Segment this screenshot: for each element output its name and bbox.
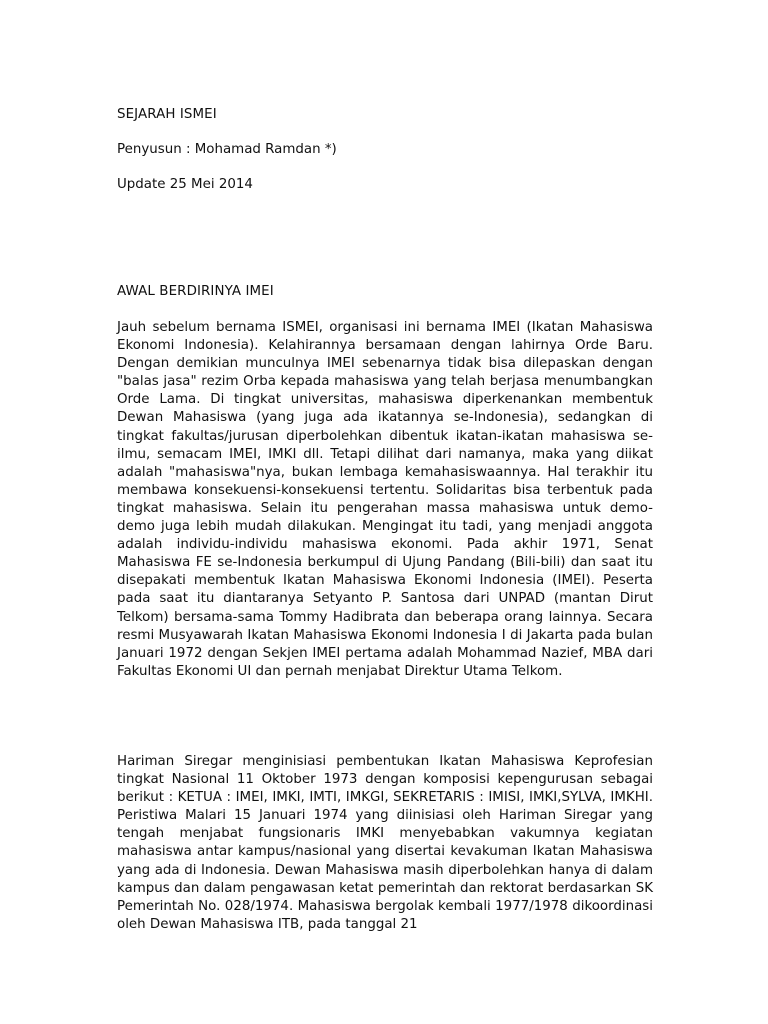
author-line: Penyusun : Mohamad Ramdan *) [117,142,337,157]
update-line: Update 25 Mei 2014 [117,177,253,192]
paragraph-2: Hariman Siregar menginisiasi pembentukan Ikatan Mahasiswa Keprofesian tingkat Nasional 11 Oktober 1973 dengan komposisi kepengurusan sebagai berikut : KETUA : IMEI, IMKI, IMTI, IMKGI, SEKRETARIS : IMISI, IMKI,SYLVA, IMKHI. Peristiwa Malari 15 Januari 1974 yang diinisiasi oleh Hariman Siregar yang tengah menjabat fungsionaris IMKI menyebabkan vakumnya kegiatan mahasiswa antar kampus/nasional yang disertai kevakuman Ikatan Mahasiswa yang ada di Indonesia. Dewan Mahasiswa masih diperbolehkan hanya di dalam kampus dan dalam pengawasan ketat pemerintah dan rektorat berdasarkan SK Pemerintah No. 028/1974. Mahasiswa bergolak kembali 1977/1978 dikoordinasi oleh Dewan Mahasiswa ITB, pada tanggal 21 [117,754,653,932]
paragraph-1: Jauh sebelum bernama ISMEI, organisasi ini bernama IMEI (Ikatan Mahasiswa Ekonomi Indonesia). Kelahirannya bersamaan dengan lahirnya Orde Baru. Dengan demikian munculnya IMEI sebenarnya tidak bisa dilepaskan dengan "balas jasa" rezim Orba kepada mahasiswa yang telah berjasa menumbangkan Orde Lama. Di tingkat universitas, mahasiswa diperkenankan membentuk Dewan Mahasiswa (yang juga ada ikatannya se-Indonesia), sedangkan di tingkat fakultas/jurusan diperbolehkan dibentuk ikatan-ikatan mahasiswa se-ilmu, semacam IMEI, IMKI dll. Tetapi dilihat dari namanya, maka yang diikat adalah "mahasiswa"nya, bukan lembaga kemahasiswaannya. Hal terakhir itu membawa konsekuensi-konsekuensi tertentu. Solidaritas bisa terbentuk pada tingkat mahasiswa. Selain itu pengerahan massa mahasiswa untuk demo-demo juga lebih mudah dilakukan. Mengingat itu tadi, yang menjadi anggota adalah individu-individu mahasiswa ekonomi. Pada akhir 1971, Senat Mahasiswa FE se-Indonesia berkumpul di Ujung Pandang (Bili-bili) dan saat itu disepakati membentuk Ikatan Mahasiswa Ekonomi Indonesia (IMEI). Peserta pada saat itu diantaranya Setyanto P. Santosa dari UNPAD (mantan Dirut Telkom) bersama-sama Tommy Hadibrata dan beberapa orang lainnya. Secara resmi Musyawarah Ikatan Mahasiswa Ekonomi Indonesia I di Jakarta pada bulan Januari 1972 dengan Sekjen IMEI pertama adalah Mohammad Nazief, MBA dari Fakultas Ekonomi UI dan pernah menjabat Direktur Utama Telkom. [117,320,653,679]
document-title: SEJARAH ISMEI [117,107,217,122]
section-heading: AWAL BERDIRINYA IMEI [117,284,274,299]
